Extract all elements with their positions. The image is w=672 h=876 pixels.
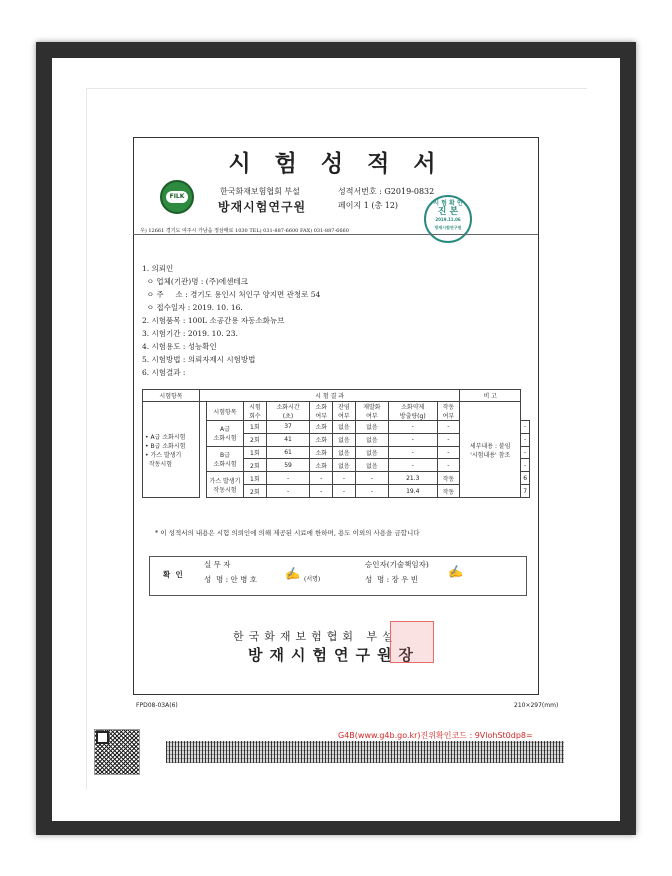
approver-signature-icon: ✍ — [446, 563, 465, 581]
footer-org-line1: 한국화재보험협회 부설 — [233, 630, 398, 643]
approver-name: 성 명 : 장 우 빈 — [365, 575, 419, 584]
info-line-5: 2. 시험품목 : 100L 소공간용 자동소화뉴브 — [142, 316, 285, 325]
usage-notice: * 이 성적서의 내용은 시험 의뢰인에 의해 제공된 시료에 한하며, 용도 이외의 사용을 금합니다 — [155, 529, 420, 537]
table-cell: 없음 — [355, 459, 388, 472]
table-subheader: 작동 여부 — [437, 402, 460, 421]
header-divider — [133, 234, 538, 235]
table-cell: 6 — [521, 472, 530, 485]
table-cell: - — [333, 485, 356, 498]
table-header-result: 시 험 결 과 — [200, 390, 460, 402]
group-name: A급 소화시험 — [207, 421, 244, 447]
logo-text: FILK — [166, 191, 188, 203]
tester-name: 성 명 : 안 병 호 — [204, 575, 258, 584]
table-subheader: 시험항목 — [207, 402, 244, 421]
table-cell: 1회 — [244, 472, 267, 485]
info-line-9: 6. 시험결과 : — [142, 368, 186, 377]
table-subheader: 소화약제 방출량(g) — [388, 402, 437, 421]
group-name: 가스 발생기 작동시험 — [207, 472, 244, 498]
info-line-7: 4. 시험용도 : 성능확인 — [142, 342, 217, 351]
table-cell: 없음 — [355, 433, 388, 446]
table-subheader: 재발화 여부 — [355, 402, 388, 421]
tester-seal-label: (서명) — [304, 576, 321, 583]
info-line-2: ㅇ 업체(기관)명 : (주)에센테크 — [142, 277, 248, 286]
page-info: 페이지 1 (총 12) — [338, 201, 399, 210]
table-cell: - — [388, 459, 437, 472]
info-line-8: 5. 시험방법 : 의뢰자제시 시험방법 — [142, 355, 256, 364]
table-cell: - — [310, 485, 333, 498]
table-cell: 없음 — [333, 459, 356, 472]
table-cell: - — [521, 433, 530, 446]
table-cell: - — [355, 485, 388, 498]
tester-signature-icon: ✍ — [283, 565, 302, 583]
approver-title: 승인자(기술책임자) — [365, 560, 429, 569]
table-cell: 37 — [266, 421, 310, 434]
table-cell: 7 — [521, 485, 530, 498]
table-cell: - — [521, 421, 530, 434]
tester-title: 실 무 자 — [204, 560, 231, 569]
table-cell: - — [333, 472, 356, 485]
table-cell: 작동 — [437, 485, 460, 498]
stamp-bottom: 방재시험연구원 — [434, 225, 462, 230]
table-cell: 없음 — [333, 433, 356, 446]
table-cell: - — [388, 433, 437, 446]
stamp-date: 2019.11.06 — [435, 217, 461, 222]
table-cell: 1회 — [244, 446, 267, 459]
table-cell: - — [521, 459, 530, 472]
table-spacer — [200, 402, 207, 421]
table-cell: - — [266, 472, 310, 485]
table-subheader: 소화시간 (초) — [266, 402, 310, 421]
table-cell: 2회 — [244, 433, 267, 446]
org-line-1: 한국화재보험협회 부설 — [220, 187, 300, 196]
confirm-label: 확 인 — [163, 570, 183, 579]
table-cell: - — [388, 446, 437, 459]
cert-number: 성적서번호 : G2019-0832 — [338, 187, 435, 196]
qr-finder-icon — [96, 731, 109, 744]
table-cell: 소화 — [310, 433, 333, 446]
table-cell: 작동 — [437, 472, 460, 485]
result-table — [142, 389, 530, 498]
table-cell: - — [355, 472, 388, 485]
paper-size: 210×297(mm) — [514, 702, 559, 709]
table-cell: - — [437, 433, 460, 446]
table-cell: 없음 — [333, 421, 356, 434]
table-cell: 19.4 — [388, 485, 437, 498]
official-seal-icon — [390, 621, 434, 663]
table-header-item: 시험항목 — [143, 390, 200, 402]
table-cell: - — [437, 421, 460, 434]
table-cell: 61 — [266, 446, 310, 459]
table-cell: 없음 — [355, 446, 388, 459]
table-cell: 1회 — [244, 421, 267, 434]
table-cell: - — [388, 421, 437, 434]
table-subheader: 잔염 여부 — [333, 402, 356, 421]
address-line: 우) 12661 경기도 여주시 가남읍 정삼매로 1030 TEL) 031-887-6600 FAX) 031-887-6660 — [140, 228, 349, 234]
table-cell: - — [266, 485, 310, 498]
table-cell: 2회 — [244, 485, 267, 498]
verification-code: G4B(www.g4b.go.kr)진위확인코드 : 9VlohSt0dp8= — [338, 731, 533, 740]
table-note-cell: 세부내용 : 붙임 '시험내용' 참조 — [460, 402, 521, 498]
table-cell: 2회 — [244, 459, 267, 472]
qr-code-icon[interactable] — [94, 729, 140, 775]
info-line-4: ㅇ 접수일자 : 2019. 10. 16. — [142, 303, 243, 312]
document-title: 시 험 성 적 서 — [228, 150, 444, 177]
info-line-6: 3. 시험기간 : 2019. 10. 23. — [142, 329, 238, 338]
footer-org-line2: 방재시험연구원장 — [248, 646, 420, 664]
group-name: B급 소화시험 — [207, 446, 244, 472]
filk-logo-icon — [160, 180, 194, 214]
table-subheader: 소화 여부 — [310, 402, 333, 421]
info-line-3: ㅇ 주 소 : 경기도 용인시 처인구 양지면 관청로 54 — [142, 290, 321, 299]
stamp-top: 시 험 확 인 — [433, 200, 463, 207]
stamp-middle: 진 본 — [437, 207, 459, 217]
table-cell: 소화 — [310, 446, 333, 459]
info-line-1: 1. 의뢰인 — [142, 264, 174, 273]
table-spacer — [200, 421, 207, 498]
form-code: FPD08-03A(6) — [136, 702, 178, 709]
verification-stamp-icon — [424, 195, 472, 243]
table-subheader: 시험 회수 — [244, 402, 267, 421]
org-line-2: 방재시험연구원 — [218, 200, 307, 214]
table-cell: 41 — [266, 433, 310, 446]
table-cell: - — [521, 446, 530, 459]
table-cell: - — [437, 459, 460, 472]
table-cell: 없음 — [333, 446, 356, 459]
table-cell: 21.3 — [388, 472, 437, 485]
table-cell: 소화 — [310, 459, 333, 472]
table-items-cell: • A급 소화시험 • B급 소화시험 • 가스 발생기 작동시험 — [143, 402, 200, 498]
table-cell: 없음 — [355, 421, 388, 434]
table-cell: 59 — [266, 459, 310, 472]
table-header-note: 비 고 — [460, 390, 521, 402]
table-cell: - — [437, 446, 460, 459]
table-cell: 소화 — [310, 421, 333, 434]
table-cell: - — [310, 472, 333, 485]
security-barcode-band — [166, 741, 564, 763]
